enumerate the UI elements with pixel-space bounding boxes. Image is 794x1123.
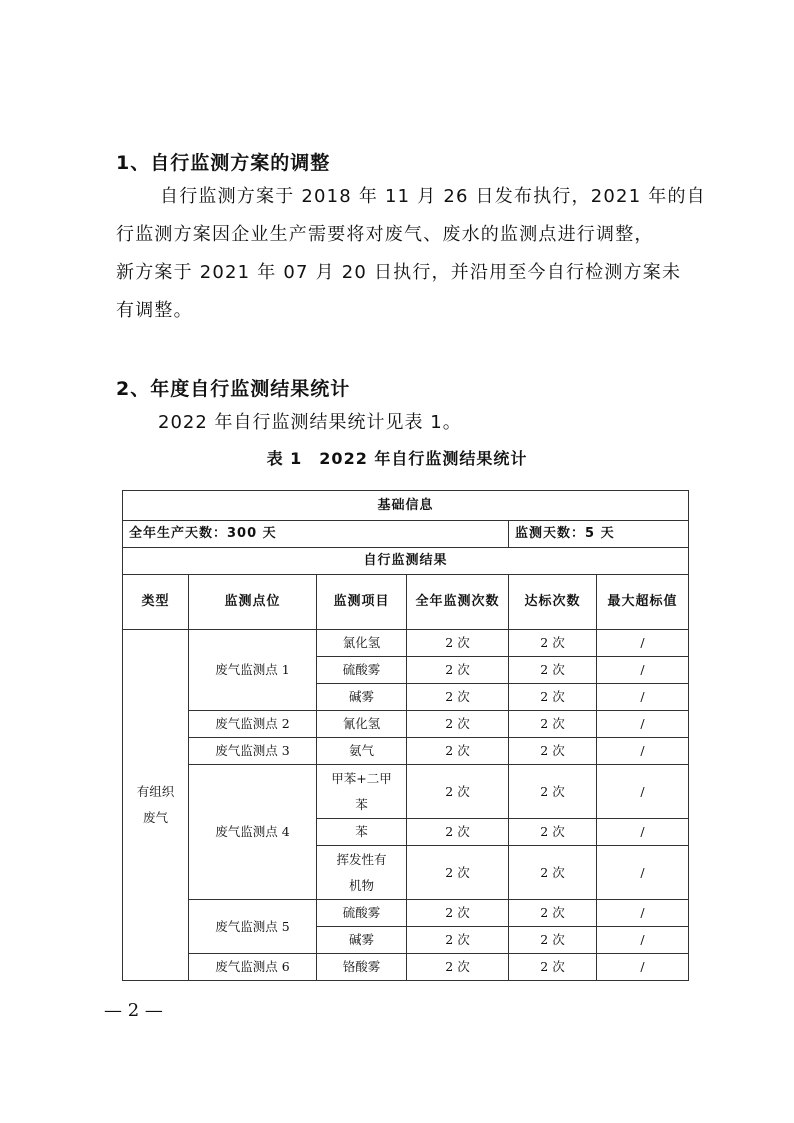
max-cell: / (597, 900, 689, 927)
table-row (123, 900, 689, 927)
results-table (122, 490, 689, 981)
table-row (123, 765, 689, 819)
count-cell: 2 次 (407, 711, 509, 738)
max-cell: / (597, 927, 689, 954)
pass-cell: 2 次 (509, 765, 597, 819)
type-cell: 有组织废气 (123, 630, 189, 981)
item-cell: 氨气 (317, 738, 407, 765)
header-item: 监测项目 (317, 575, 407, 630)
paragraph-line: 行监测方案因企业生产需要将对废气、废水的监测点进行调整， (116, 224, 654, 245)
table-caption: 表 1 2022 年自行监测结果统计 (266, 449, 528, 468)
pass-cell: 2 次 (509, 738, 597, 765)
max-cell: / (597, 819, 689, 846)
table-row (123, 954, 689, 981)
item-cell: 硫酸雾 (317, 900, 407, 927)
count-cell: 2 次 (407, 657, 509, 684)
count-cell: 2 次 (407, 630, 509, 657)
item-cell: 铬酸雾 (317, 954, 407, 981)
pass-cell: 2 次 (509, 954, 597, 981)
header-count: 全年监测次数 (407, 575, 509, 630)
max-cell: / (597, 765, 689, 819)
max-cell: / (597, 711, 689, 738)
max-cell: / (597, 684, 689, 711)
max-cell: / (597, 630, 689, 657)
count-cell: 2 次 (407, 819, 509, 846)
max-cell: / (597, 738, 689, 765)
item-cell: 氰化氢 (317, 711, 407, 738)
pass-cell: 2 次 (509, 657, 597, 684)
monitoring-days: 监测天数：5 天 (509, 521, 689, 548)
section1-paragraph (116, 178, 716, 330)
count-cell: 2 次 (407, 954, 509, 981)
basic-info-title: 基础信息 (123, 491, 689, 521)
point-cell: 废气监测点 4 (189, 765, 317, 900)
pass-cell: 2 次 (509, 630, 597, 657)
table-row (123, 630, 689, 657)
pass-cell: 2 次 (509, 846, 597, 900)
point-cell: 废气监测点 6 (189, 954, 317, 981)
item-cell: 挥发性有机物 (317, 846, 407, 900)
count-cell: 2 次 (407, 900, 509, 927)
item-cell: 苯 (317, 819, 407, 846)
max-cell: / (597, 954, 689, 981)
max-cell: / (597, 657, 689, 684)
table-row (123, 738, 689, 765)
point-cell: 废气监测点 5 (189, 900, 317, 954)
count-cell: 2 次 (407, 738, 509, 765)
table-row (123, 711, 689, 738)
point-cell: 废气监测点 2 (189, 711, 317, 738)
pass-cell: 2 次 (509, 927, 597, 954)
header-pass: 达标次数 (509, 575, 597, 630)
header-point: 监测点位 (189, 575, 317, 630)
section2-heading: 2、年度自行监测结果统计 (116, 378, 351, 400)
count-cell: 2 次 (407, 846, 509, 900)
item-cell: 硫酸雾 (317, 657, 407, 684)
section1-heading: 1、自行监测方案的调整 (116, 152, 331, 174)
point-cell: 废气监测点 3 (189, 738, 317, 765)
item-cell: 氯化氢 (317, 630, 407, 657)
item-cell: 甲苯+二甲苯 (317, 765, 407, 819)
count-cell: 2 次 (407, 765, 509, 819)
paragraph-line: 新方案于 2021 年 07 月 20 日执行，并沿用至今自行检测方案未 (116, 262, 682, 283)
paragraph-line: 有调整。 (116, 300, 193, 321)
pass-cell: 2 次 (509, 684, 597, 711)
item-cell: 碱雾 (317, 927, 407, 954)
table-header-row (123, 575, 689, 630)
item-cell: 碱雾 (317, 684, 407, 711)
section2-intro: 2022 年自行监测结果统计见表 1。 (158, 412, 462, 433)
count-cell: 2 次 (407, 684, 509, 711)
production-days: 全年生产天数：300 天 (123, 521, 509, 548)
header-type: 类型 (123, 575, 189, 630)
pass-cell: 2 次 (509, 819, 597, 846)
point-cell: 废气监测点 1 (189, 630, 317, 711)
pass-cell: 2 次 (509, 711, 597, 738)
header-max: 最大超标值 (597, 575, 689, 630)
count-cell: 2 次 (407, 927, 509, 954)
results-title: 自行监测结果 (123, 548, 689, 575)
page-number: — 2 — (104, 1000, 163, 1021)
pass-cell: 2 次 (509, 900, 597, 927)
max-cell: / (597, 846, 689, 900)
paragraph-line: 自行监测方案于 2018 年 11 月 26 日发布执行，2021 年的自 (160, 186, 706, 207)
